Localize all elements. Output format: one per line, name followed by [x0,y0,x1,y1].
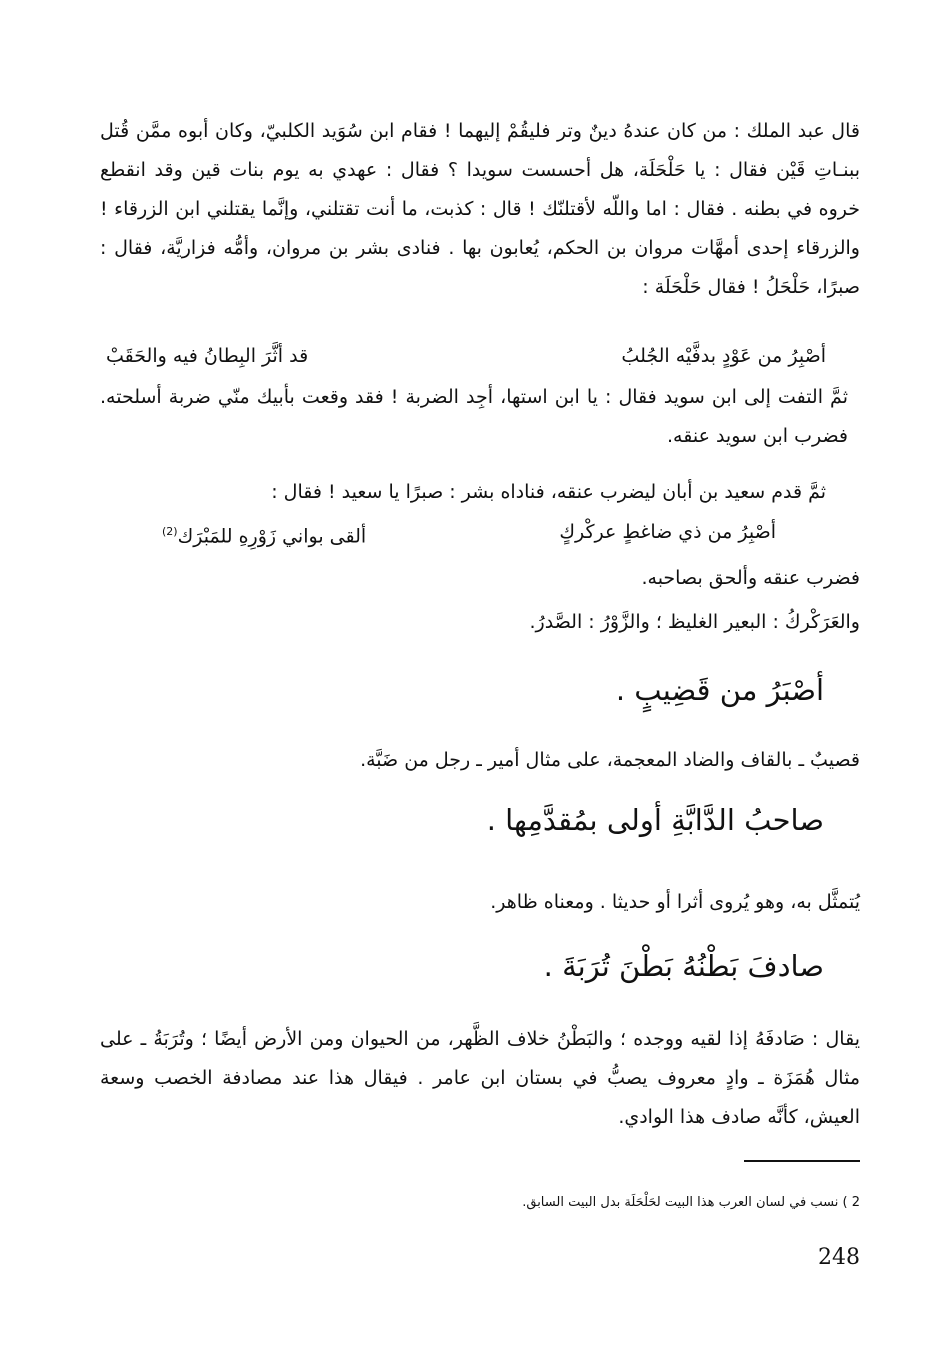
paragraph-qasib: قصيبٌ ـ بالقاف والضاد المعجمة، على مثال أمير ـ رجل من ضَبَّة. [360,749,860,771]
footnote [522,1192,860,1214]
verse-2-first-hemistich: أصْبِرُ من ذي ضاغطٍ عركْركٍ [559,521,776,543]
paragraph-sadafahu: يقال : صَادفَهُ إذا لقيه ووجده ؛ والبَطْنُ خلاف الظَّهر، من الحيوان ومن الأرض أيضًا ؛ وتُرَبَةُ ـ على مثال هُمَزَة ـ وادٍ معروف يصبُّ في بستان ابن عامر . فيقال هذا عند مصادفة الخصب وسعة العيش، كأنَّه صادف هذا الوادي. [100,1028,860,1128]
verse-2-second-text: ألقى بواني زَوْرِهِ للمَبْرَك [177,525,367,548]
footnote-text: نسب في لسان العرب هذا البيت لحَلْحَلَة بدل البيت السابق. [522,1195,839,1210]
paragraph-definitions: والعَرَكْركُ : البعير الغليظ ؛ والزَّوْرُ : الصَّدرُ. [529,611,860,633]
footnote-reference: (2) [162,525,178,538]
paragraph-tamaththul: يُتمثَّل به، وهو يُروى أثرا أو حديثا . ومعناه ظاهر. [490,891,860,913]
verse-2-second-hemistich [162,514,366,554]
proverb-heading-3: صادفَ بَطْنُهُ بَطْنَ تُرَبَةَ . [543,949,824,983]
verse-line-1 [106,338,826,374]
footnote-divider [744,1160,860,1162]
paragraph-execution: فضرب عنقه وألحق بصاحبه. [641,567,860,589]
proverb-heading-2: صاحبُ الدَّابَّةِ أولى بمُقدَّمِها . [486,803,824,837]
page-number: 248 [818,1245,860,1270]
proverb-heading-1: أصْبَرُ من قَضِيبٍ . [615,673,824,707]
paragraph-ibn-suwayd: ثمَّ التفت إلى ابن سويد فقال : يا ابن استها، أجِد الضربة ! فقد وقعت بأبيك منّي ضربة أسلحته. فضرب ابن سويد عنقه. [100,386,848,447]
verse-1-second-hemistich: قد أثَّرَ البِطانُ فيه والحَقَبْ [106,345,309,367]
verse-line-2 [162,514,776,554]
verse-1-first-hemistich: أصْبِرُ من عَوْدٍ بدفَّيْه الجُلبُ [621,345,826,367]
footnote-marker: 2 ) [842,1195,860,1210]
paragraph-abd-al-malik: قال عبد الملك : من كان عندهُ دينٌ وتر فليقُمْ إليهما ! فقام ابن سُوَيد الكلبيّ، وكان أبوه ممَّن قُتل ببنـاتِ قَيْن فقال : يا حَلْحَلَة، هل أحسست سويدا ؟ فقال : عهدي به يوم بنات قين وقد انقطع خروه في بطنه . فقال : اما واللّه لأقتلنّك ! قال : كذبت، ما أنت تقتلني، وإنَّما يقتلني ابن الزرقاء ! والزرقاء إحدى أمهَّات مروان بن الحكم، يُعابون بها . فنادى بشر بن مروان، وأمُّه فزاريَّة، فقال : صبرًا، حَلْحَلُ ! فقال حَلْحَلَة : [100,120,860,298]
paragraph-said-ibn-aban: ثمَّ قدم سعيد بن أبان ليضرب عنقه، فناداه بشر : صبرًا يا سعيد ! فقال : [271,481,826,503]
